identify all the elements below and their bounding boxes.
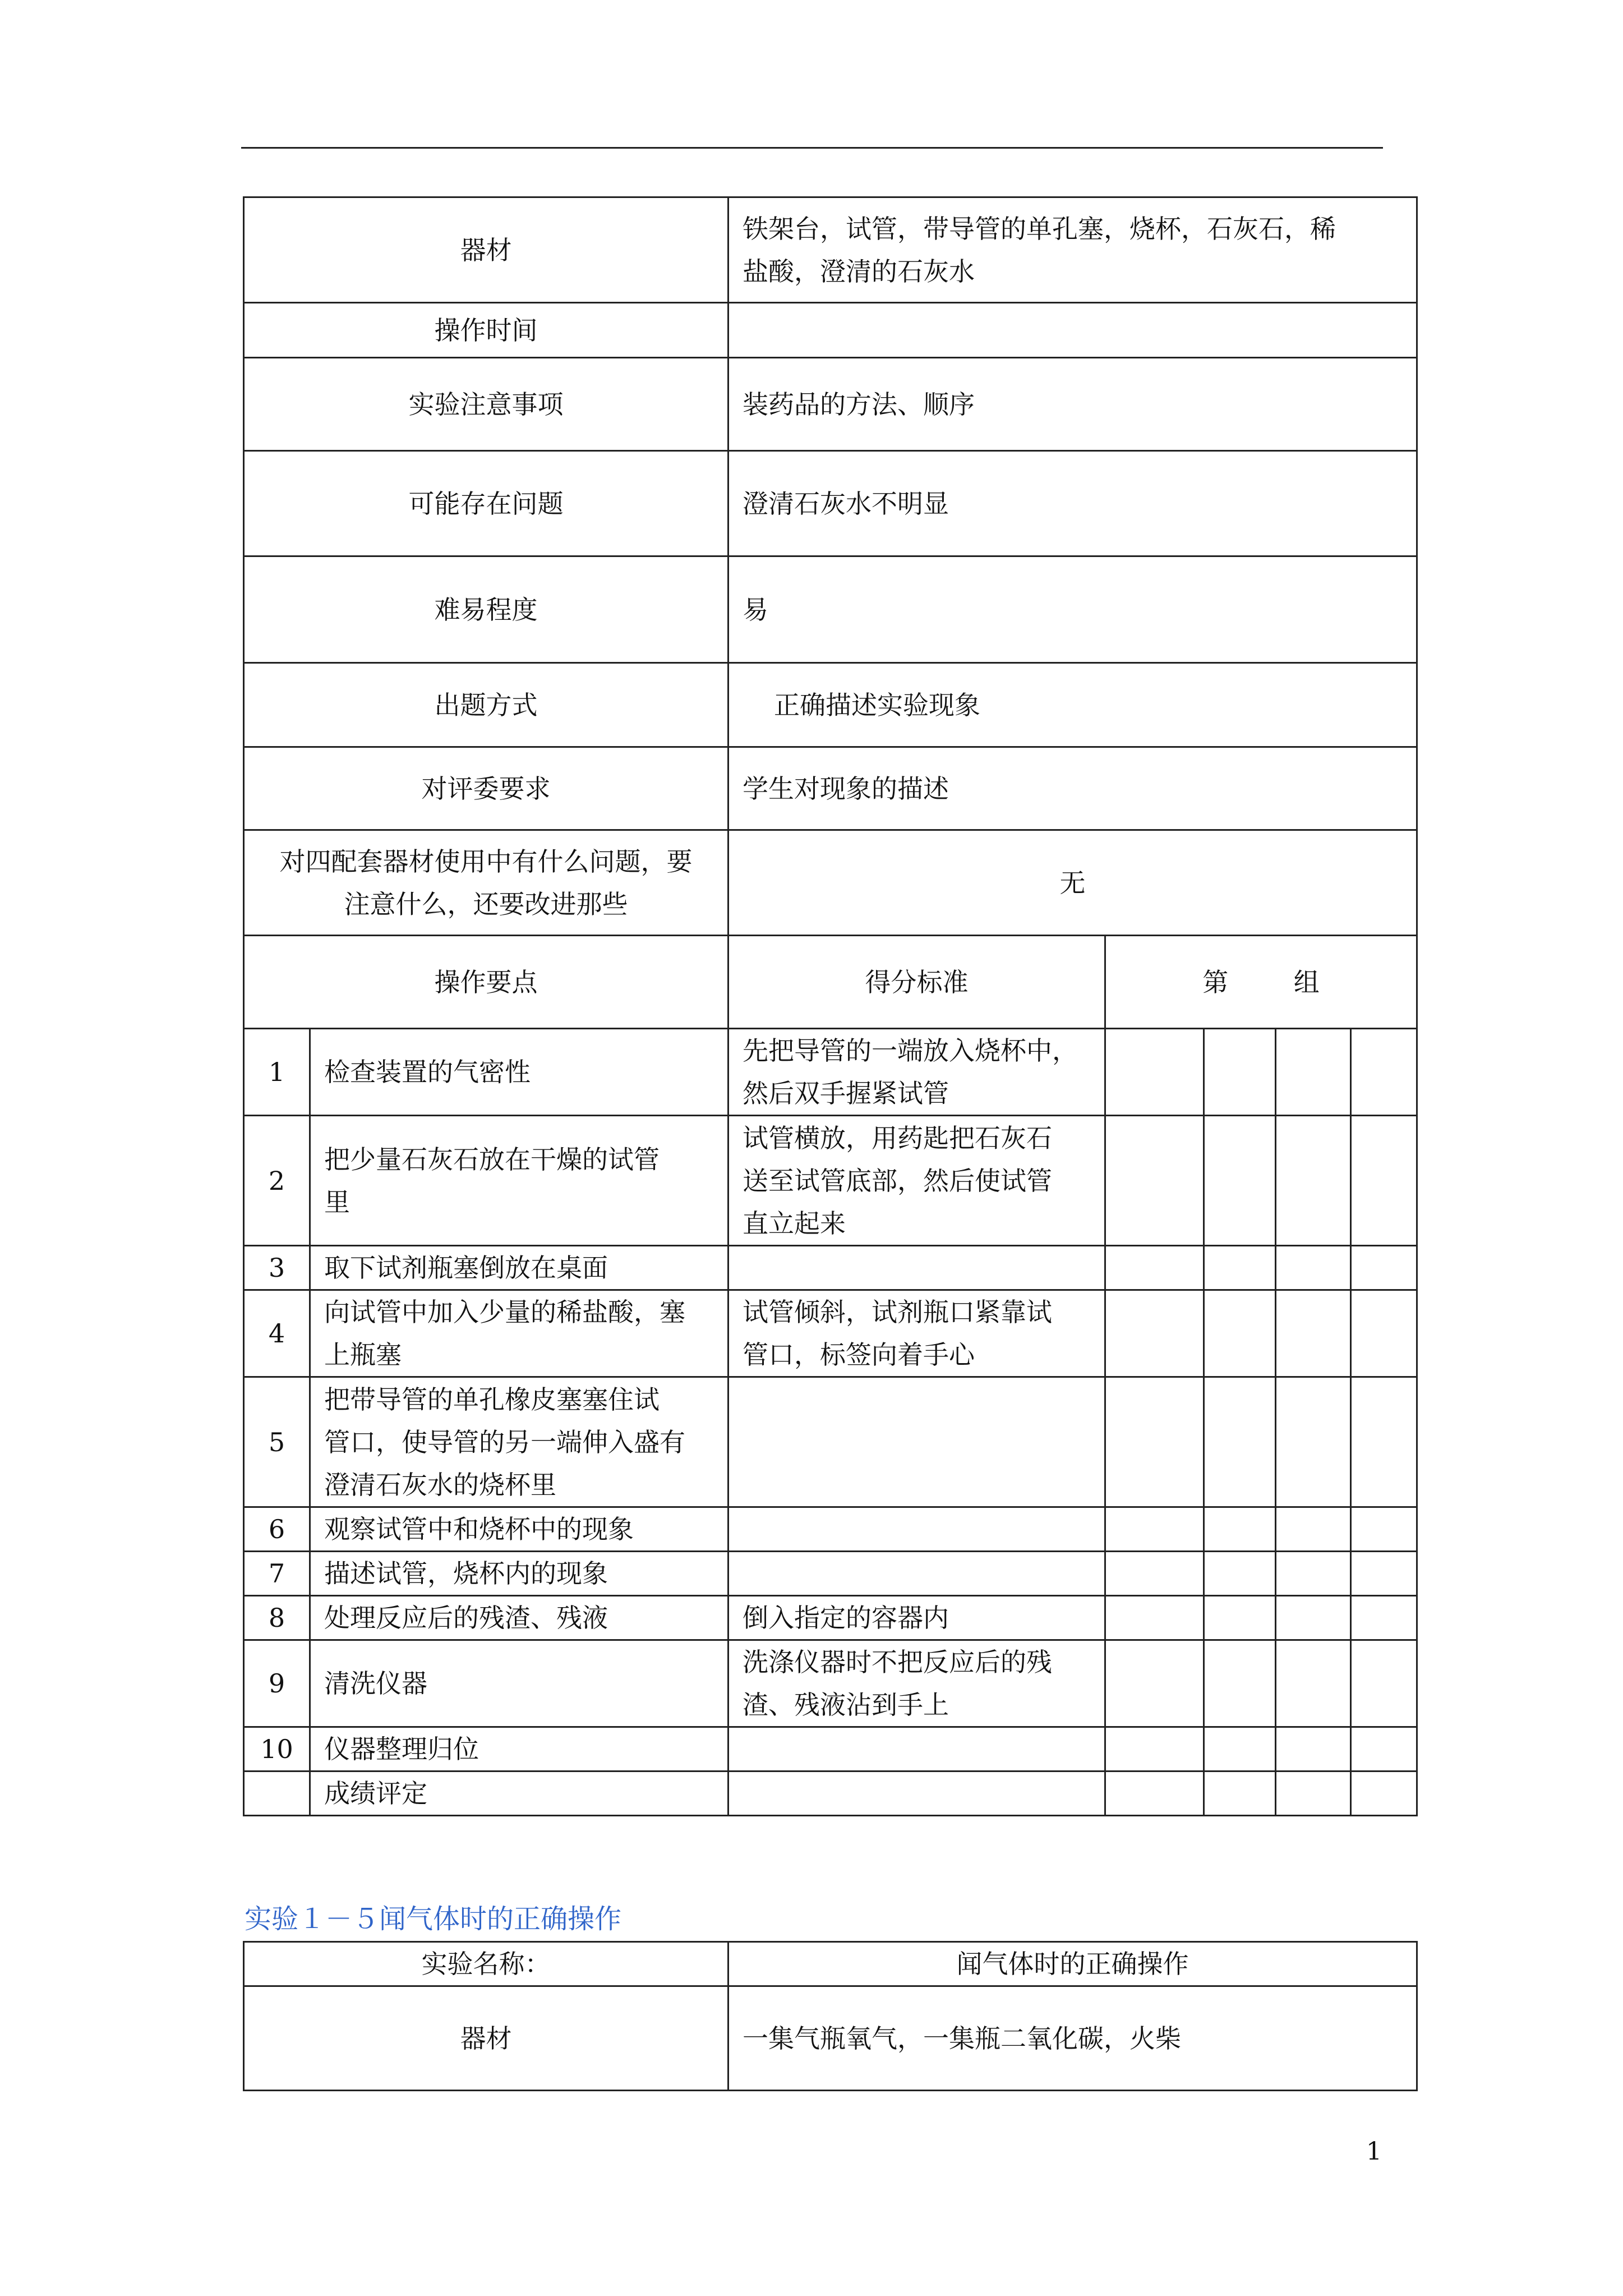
- step-point: 清洗仪器: [310, 1640, 728, 1727]
- step-row: [244, 1772, 1417, 1816]
- info-row: [244, 451, 1417, 556]
- score-cell[interactable]: [1204, 1640, 1276, 1727]
- step-row: [244, 1029, 1417, 1116]
- info-label: 器材: [244, 197, 728, 303]
- score-cell[interactable]: [1351, 1377, 1417, 1507]
- group-header: 第 组: [1105, 936, 1417, 1029]
- info-row: [244, 663, 1417, 747]
- step-row: [244, 1246, 1417, 1290]
- score-cell[interactable]: [1276, 1290, 1351, 1377]
- step-row: [244, 1552, 1417, 1596]
- score-cell[interactable]: [1204, 1552, 1276, 1596]
- score-cell[interactable]: [1204, 1596, 1276, 1640]
- score-cell[interactable]: [1105, 1029, 1204, 1116]
- info-label: 出题方式: [244, 663, 728, 747]
- step-number: 4: [244, 1290, 310, 1377]
- step-point: 检查装置的气密性: [310, 1029, 728, 1116]
- step-standard: [728, 1507, 1105, 1552]
- step-point: 描述试管，烧杯内的现象: [310, 1552, 728, 1596]
- score-cell[interactable]: [1105, 1552, 1204, 1596]
- score-cell[interactable]: [1276, 1029, 1351, 1116]
- info-label: 对四配套器材使用中有什么问题，要 注意什么，还要改进那些: [244, 830, 728, 936]
- score-cell[interactable]: [1204, 1029, 1276, 1116]
- step-standard: [728, 1246, 1105, 1290]
- step-number: 2: [244, 1116, 310, 1246]
- score-cell[interactable]: [1351, 1507, 1417, 1552]
- score-cell[interactable]: [1276, 1552, 1351, 1596]
- score-cell[interactable]: [1351, 1029, 1417, 1116]
- step-number: 6: [244, 1507, 310, 1552]
- step-point: 处理反应后的残渣、残液: [310, 1596, 728, 1640]
- score-cell[interactable]: [1105, 1377, 1204, 1507]
- step-standard: [728, 1772, 1105, 1816]
- page-number: 1: [1366, 2137, 1382, 2166]
- info-value: 易: [728, 556, 1417, 663]
- score-cell[interactable]: [1204, 1772, 1276, 1816]
- step-point: 向试管中加入少量的稀盐酸，塞 上瓶塞: [310, 1290, 728, 1377]
- step-standard: [728, 1727, 1105, 1772]
- score-cell[interactable]: [1105, 1246, 1204, 1290]
- step-row: [244, 1596, 1417, 1640]
- score-cell[interactable]: [1204, 1290, 1276, 1377]
- experiment-info-table: [243, 1941, 1418, 2091]
- step-number: [244, 1772, 310, 1816]
- score-cell[interactable]: [1105, 1772, 1204, 1816]
- step-row: [244, 1640, 1417, 1727]
- score-cell[interactable]: [1351, 1596, 1417, 1640]
- score-cell[interactable]: [1276, 1727, 1351, 1772]
- score-cell[interactable]: [1276, 1640, 1351, 1727]
- score-cell[interactable]: [1276, 1772, 1351, 1816]
- step-point: 把少量石灰石放在干燥的试管 里: [310, 1116, 728, 1246]
- step-standard: 洗涤仪器时不把反应后的残 渣、残液沾到手上: [728, 1640, 1105, 1727]
- info-value: 澄清石灰水不明显: [728, 451, 1417, 556]
- step-standard: 试管横放，用药匙把石灰石 送至试管底部，然后使试管 直立起来: [728, 1116, 1105, 1246]
- exp-row: [244, 1986, 1417, 2091]
- step-standard: 先把导管的一端放入烧杯中， 然后双手握紧试管: [728, 1029, 1105, 1116]
- info-row: [244, 556, 1417, 663]
- score-cell[interactable]: [1204, 1377, 1276, 1507]
- score-header-row: [244, 936, 1417, 1029]
- step-standard: [728, 1552, 1105, 1596]
- score-cell[interactable]: [1204, 1507, 1276, 1552]
- section-title: 实验１－５闻气体时的正确操作: [245, 1903, 622, 1935]
- step-number: 5: [244, 1377, 310, 1507]
- score-cell[interactable]: [1351, 1772, 1417, 1816]
- info-label: 难易程度: [244, 556, 728, 663]
- step-point: 仪器整理归位: [310, 1727, 728, 1772]
- info-value: 无: [728, 830, 1417, 936]
- step-standard: [728, 1377, 1105, 1507]
- score-cell[interactable]: [1276, 1246, 1351, 1290]
- exp-row: [244, 1942, 1417, 1986]
- step-point: 成绩评定: [310, 1772, 728, 1816]
- info-label: 实验注意事项: [244, 358, 728, 451]
- score-cell[interactable]: [1105, 1640, 1204, 1727]
- info-row: [244, 358, 1417, 451]
- info-row: [244, 747, 1417, 830]
- step-number: 7: [244, 1552, 310, 1596]
- score-cell[interactable]: [1276, 1116, 1351, 1246]
- info-label: 可能存在问题: [244, 451, 728, 556]
- info-label: 对评委要求: [244, 747, 728, 830]
- step-point: 把带导管的单孔橡皮塞塞住试 管口，使导管的另一端伸入盛有 澄清石灰水的烧杯里: [310, 1377, 728, 1507]
- step-number: 8: [244, 1596, 310, 1640]
- info-row: [244, 197, 1417, 303]
- step-standard: 倒入指定的容器内: [728, 1596, 1105, 1640]
- step-row: [244, 1727, 1417, 1772]
- score-cell[interactable]: [1351, 1640, 1417, 1727]
- score-cell[interactable]: [1204, 1727, 1276, 1772]
- step-number: 1: [244, 1029, 310, 1116]
- info-value: [728, 303, 1417, 358]
- exp-value: 一集气瓶氧气，一集瓶二氧化碳，火柴: [728, 1986, 1417, 2091]
- step-number: 3: [244, 1246, 310, 1290]
- info-value: 正确描述实验现象: [728, 663, 1417, 747]
- step-number: 10: [244, 1727, 310, 1772]
- step-row: [244, 1507, 1417, 1552]
- header-rule: [241, 147, 1383, 149]
- score-cell[interactable]: [1351, 1552, 1417, 1596]
- step-point: 取下试剂瓶塞倒放在桌面: [310, 1246, 728, 1290]
- info-value: 装药品的方法、顺序: [728, 358, 1417, 451]
- step-number: 9: [244, 1640, 310, 1727]
- info-row: [244, 830, 1417, 936]
- score-cell[interactable]: [1204, 1116, 1276, 1246]
- experiment-table: [243, 196, 1418, 1816]
- step-point: 观察试管中和烧杯中的现象: [310, 1507, 728, 1552]
- score-cell[interactable]: [1105, 1727, 1204, 1772]
- step-row: [244, 1290, 1417, 1377]
- score-cell[interactable]: [1351, 1116, 1417, 1246]
- score-cell[interactable]: [1351, 1246, 1417, 1290]
- info-value: 学生对现象的描述: [728, 747, 1417, 830]
- score-cell[interactable]: [1105, 1116, 1204, 1246]
- info-value: 铁架台，试管，带导管的单孔塞，烧杯，石灰石，稀 盐酸，澄清的石灰水: [728, 197, 1417, 303]
- info-row: [244, 303, 1417, 358]
- standard-header: 得分标准: [728, 936, 1105, 1029]
- info-label: 操作时间: [244, 303, 728, 358]
- score-cell[interactable]: [1351, 1727, 1417, 1772]
- score-cell[interactable]: [1276, 1377, 1351, 1507]
- score-cell[interactable]: [1276, 1507, 1351, 1552]
- score-cell[interactable]: [1105, 1596, 1204, 1640]
- step-row: [244, 1116, 1417, 1246]
- step-row: [244, 1377, 1417, 1507]
- exp-value: 闻气体时的正确操作: [728, 1942, 1417, 1986]
- step-standard: 试管倾斜，试剂瓶口紧靠试 管口，标签向着手心: [728, 1290, 1105, 1377]
- exp-label: 器材: [244, 1986, 728, 2091]
- score-cell[interactable]: [1351, 1290, 1417, 1377]
- score-cell[interactable]: [1105, 1507, 1204, 1552]
- score-cell[interactable]: [1105, 1290, 1204, 1377]
- points-header: 操作要点: [244, 936, 728, 1029]
- exp-label: 实验名称：: [244, 1942, 728, 1986]
- score-cell[interactable]: [1204, 1246, 1276, 1290]
- score-cell[interactable]: [1276, 1596, 1351, 1640]
